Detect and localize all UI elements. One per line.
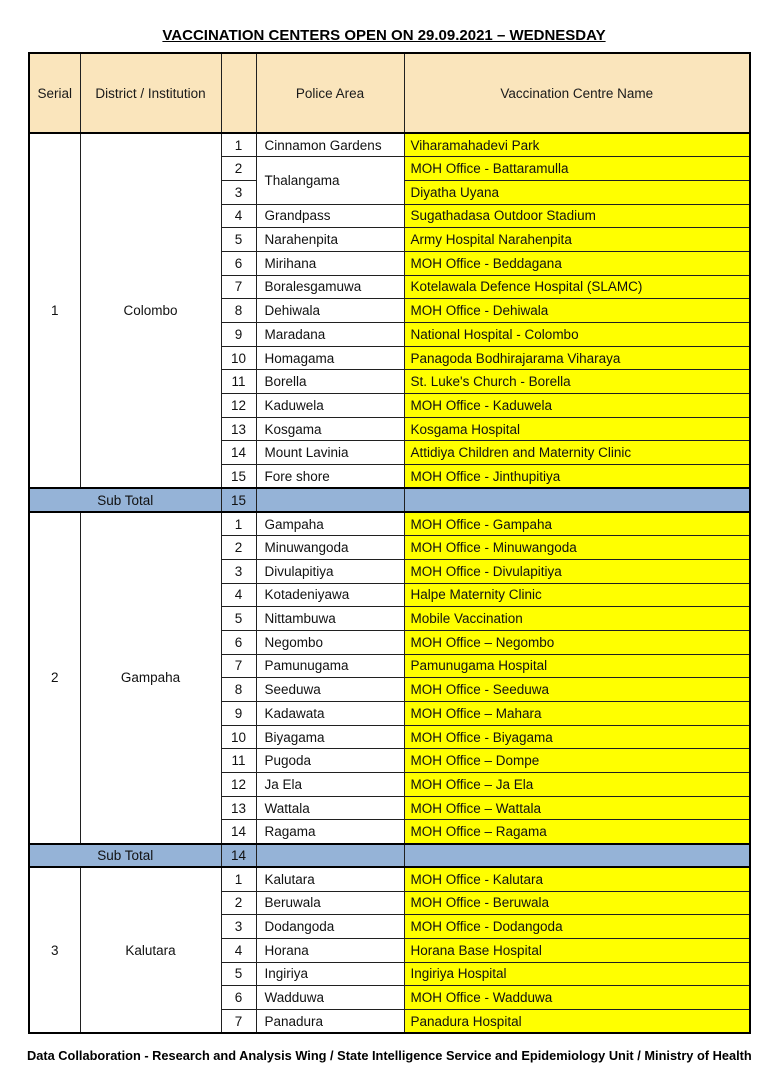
row-number-cell: 1	[221, 512, 256, 536]
police-area-cell: Dehiwala	[256, 299, 404, 323]
centre-name-cell: MOH Office - Divulapitiya	[404, 559, 750, 583]
row-number-cell: 2	[221, 157, 256, 181]
centre-name-cell: National Hospital - Colombo	[404, 323, 750, 347]
row-number-cell: 7	[221, 1009, 256, 1033]
subtotal-row	[29, 488, 750, 512]
centre-name-cell: Viharamahadevi Park	[404, 133, 750, 157]
centre-name-cell: Panagoda Bodhirajarama Viharaya	[404, 346, 750, 370]
police-area-cell: Negombo	[256, 630, 404, 654]
police-area-cell: Seeduwa	[256, 678, 404, 702]
police-area-cell: Kalutara	[256, 867, 404, 891]
district-cell: Gampaha	[80, 512, 221, 844]
police-area-cell: Maradana	[256, 323, 404, 347]
centre-name-cell: MOH Office – Negombo	[404, 630, 750, 654]
police-area-cell: Ragama	[256, 820, 404, 844]
centre-name-cell: Ingiriya Hospital	[404, 962, 750, 986]
serial-cell: 2	[29, 512, 80, 844]
centre-name-cell: MOH Office - Wadduwa	[404, 986, 750, 1010]
row-number-cell: 11	[221, 370, 256, 394]
centre-name-cell: Diyatha Uyana	[404, 180, 750, 204]
police-area-cell: Pamunugama	[256, 654, 404, 678]
vaccination-centers-table	[28, 52, 751, 1034]
row-number-cell: 4	[221, 938, 256, 962]
row-number-cell: 3	[221, 180, 256, 204]
row-number-cell: 13	[221, 796, 256, 820]
police-area-cell: Cinnamon Gardens	[256, 133, 404, 157]
row-number-cell: 7	[221, 275, 256, 299]
police-area-cell: Thalangama	[256, 157, 404, 204]
centre-name-cell: MOH Office - Jinthupitiya	[404, 465, 750, 489]
centre-name-cell: MOH Office - Biyagama	[404, 725, 750, 749]
header-row-number	[221, 53, 256, 133]
centre-name-cell: Kotelawala Defence Hospital (SLAMC)	[404, 275, 750, 299]
centre-name-cell: MOH Office – Dompe	[404, 749, 750, 773]
police-area-cell: Horana	[256, 938, 404, 962]
row-number-cell: 10	[221, 725, 256, 749]
subtotal-empty-police-cell	[256, 844, 404, 868]
serial-cell: 1	[29, 133, 80, 488]
centre-name-cell: MOH Office – Ja Ela	[404, 773, 750, 797]
police-area-cell: Beruwala	[256, 891, 404, 915]
row-number-cell: 7	[221, 654, 256, 678]
police-area-cell: Ingiriya	[256, 962, 404, 986]
subtotal-empty-police-cell	[256, 488, 404, 512]
header-centre-name: Vaccination Centre Name	[404, 53, 750, 133]
police-area-cell: Mount Lavinia	[256, 441, 404, 465]
subtotal-label-cell: Sub Total	[29, 844, 221, 868]
police-area-cell: Kaduwela	[256, 394, 404, 418]
subtotal-count-cell: 14	[221, 844, 256, 868]
police-area-cell: Grandpass	[256, 204, 404, 228]
centre-name-cell: MOH Office – Ragama	[404, 820, 750, 844]
centre-name-cell: Panadura Hospital	[404, 1009, 750, 1033]
centre-name-cell: MOH Office - Beruwala	[404, 891, 750, 915]
row-number-cell: 12	[221, 394, 256, 418]
police-area-cell: Fore shore	[256, 465, 404, 489]
header-district: District / Institution	[80, 53, 221, 133]
row-number-cell: 9	[221, 323, 256, 347]
row-number-cell: 5	[221, 607, 256, 631]
row-number-cell: 5	[221, 962, 256, 986]
centre-name-cell: MOH Office - Kalutara	[404, 867, 750, 891]
row-number-cell: 10	[221, 346, 256, 370]
police-area-cell: Gampaha	[256, 512, 404, 536]
row-number-cell: 3	[221, 559, 256, 583]
subtotal-row	[29, 844, 750, 868]
row-number-cell: 14	[221, 441, 256, 465]
row-number-cell: 11	[221, 749, 256, 773]
centre-name-cell: MOH Office - Battaramulla	[404, 157, 750, 181]
row-number-cell: 15	[221, 465, 256, 489]
police-area-cell: Divulapitiya	[256, 559, 404, 583]
row-number-cell: 8	[221, 299, 256, 323]
header-serial: Serial	[29, 53, 80, 133]
row-number-cell: 12	[221, 773, 256, 797]
centre-name-cell: MOH Office - Beddagana	[404, 251, 750, 275]
centre-name-cell: Sugathadasa Outdoor Stadium	[404, 204, 750, 228]
header-police-area: Police Area	[256, 53, 404, 133]
row-number-cell: 6	[221, 986, 256, 1010]
police-area-cell: Mirihana	[256, 251, 404, 275]
row-number-cell: 14	[221, 820, 256, 844]
centre-name-cell: Halpe Maternity Clinic	[404, 583, 750, 607]
police-area-cell: Borella	[256, 370, 404, 394]
police-area-cell: Biyagama	[256, 725, 404, 749]
police-area-cell: Wattala	[256, 796, 404, 820]
centre-name-cell: MOH Office – Mahara	[404, 702, 750, 726]
row-number-cell: 5	[221, 228, 256, 252]
row-number-cell: 13	[221, 417, 256, 441]
police-area-cell: Minuwangoda	[256, 536, 404, 560]
police-area-cell: Narahenpita	[256, 228, 404, 252]
serial-cell: 3	[29, 867, 80, 1033]
centre-name-cell: St. Luke's Church - Borella	[404, 370, 750, 394]
centre-name-cell: MOH Office - Dehiwala	[404, 299, 750, 323]
row-number-cell: 3	[221, 915, 256, 939]
centre-name-cell: Mobile Vaccination	[404, 607, 750, 631]
row-number-cell: 4	[221, 204, 256, 228]
police-area-cell: Nittambuwa	[256, 607, 404, 631]
centre-name-cell: MOH Office - Minuwangoda	[404, 536, 750, 560]
police-area-cell: Panadura	[256, 1009, 404, 1033]
row-number-cell: 4	[221, 583, 256, 607]
subtotal-label-cell: Sub Total	[29, 488, 221, 512]
row-number-cell: 1	[221, 133, 256, 157]
police-area-cell: Dodangoda	[256, 915, 404, 939]
subtotal-empty-centre-cell	[404, 488, 750, 512]
centre-name-cell: Attidiya Children and Maternity Clinic	[404, 441, 750, 465]
table-row	[29, 867, 750, 891]
police-area-cell: Homagama	[256, 346, 404, 370]
table-row	[29, 512, 750, 536]
centre-name-cell: Horana Base Hospital	[404, 938, 750, 962]
subtotal-count-cell: 15	[221, 488, 256, 512]
district-cell: Colombo	[80, 133, 221, 488]
table-header-row	[29, 53, 750, 133]
police-area-cell: Wadduwa	[256, 986, 404, 1010]
page-title: VACCINATION CENTERS OPEN ON 29.09.2021 – WEDNESDAY	[162, 27, 606, 44]
police-area-cell: Kotadeniyawa	[256, 583, 404, 607]
police-area-cell: Boralesgamuwa	[256, 275, 404, 299]
police-area-cell: Kadawata	[256, 702, 404, 726]
table-row	[29, 133, 750, 157]
row-number-cell: 2	[221, 891, 256, 915]
centre-name-cell: MOH Office - Gampaha	[404, 512, 750, 536]
footer-credit: Data Collaboration - Research and Analysis Wing / State Intelligence Service and Epidemiology Unit / Ministry of Health	[27, 1048, 752, 1063]
centre-name-cell: MOH Office - Dodangoda	[404, 915, 750, 939]
centre-name-cell: Kosgama Hospital	[404, 417, 750, 441]
subtotal-empty-centre-cell	[404, 844, 750, 868]
police-area-cell: Kosgama	[256, 417, 404, 441]
row-number-cell: 9	[221, 702, 256, 726]
centre-name-cell: Army Hospital Narahenpita	[404, 228, 750, 252]
row-number-cell: 8	[221, 678, 256, 702]
centre-name-cell: MOH Office - Kaduwela	[404, 394, 750, 418]
row-number-cell: 6	[221, 630, 256, 654]
centre-name-cell: MOH Office - Seeduwa	[404, 678, 750, 702]
row-number-cell: 2	[221, 536, 256, 560]
centre-name-cell: MOH Office – Wattala	[404, 796, 750, 820]
district-cell: Kalutara	[80, 867, 221, 1033]
police-area-cell: Pugoda	[256, 749, 404, 773]
centre-name-cell: Pamunugama Hospital	[404, 654, 750, 678]
row-number-cell: 1	[221, 867, 256, 891]
police-area-cell: Ja Ela	[256, 773, 404, 797]
row-number-cell: 6	[221, 251, 256, 275]
